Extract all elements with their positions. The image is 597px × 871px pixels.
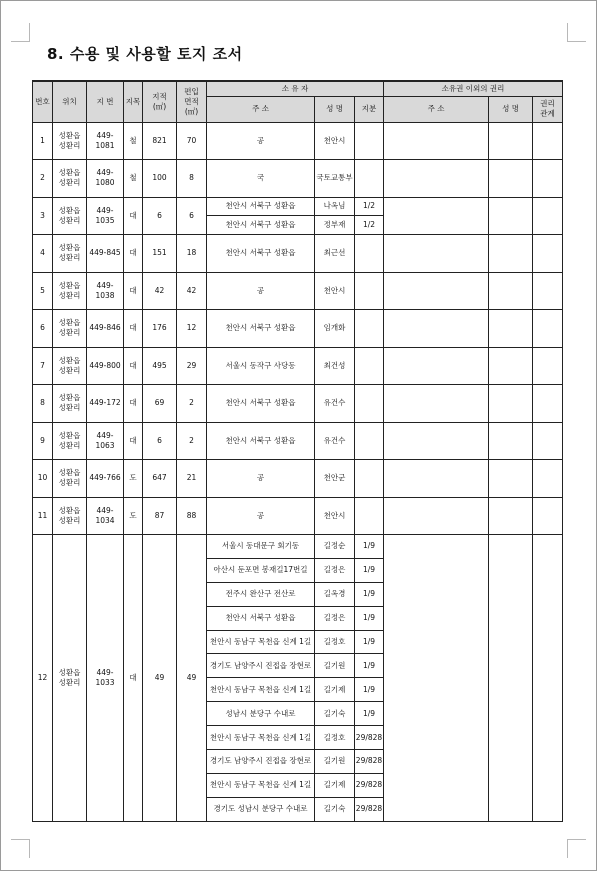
table-row bbox=[33, 422, 563, 460]
cell-rights-relation bbox=[533, 197, 563, 235]
cell-rights-relation bbox=[533, 310, 563, 348]
location-village: 성환리 bbox=[58, 403, 81, 413]
cell-owner-share bbox=[355, 460, 384, 498]
cell-incorporated-area: 2 bbox=[177, 385, 207, 423]
cell-owner-address: 공 bbox=[207, 497, 315, 535]
header-no: 번호 bbox=[33, 81, 53, 122]
cell-no: 8 bbox=[33, 385, 53, 423]
cell-owner-name: 천안시 bbox=[315, 497, 355, 535]
cell-incorporated-area: 88 bbox=[177, 497, 207, 535]
location-village: 성환리 bbox=[58, 478, 81, 488]
table-row bbox=[33, 535, 563, 559]
location-village: 성환리 bbox=[58, 140, 81, 150]
cell-incorporated-area: 29 bbox=[177, 347, 207, 385]
cell-no: 6 bbox=[33, 310, 53, 348]
crop-mark-bottom-left bbox=[11, 839, 30, 858]
header-rights-relation: 권리 관계 bbox=[533, 96, 563, 122]
location-town: 성환읍 bbox=[58, 130, 81, 140]
cell-owner-address: 공 bbox=[207, 122, 315, 160]
table-row bbox=[33, 497, 563, 535]
location-town: 성환읍 bbox=[58, 468, 81, 478]
cell-no: 1 bbox=[33, 122, 53, 160]
cell-area: 6 bbox=[143, 197, 177, 235]
cell-owner-address: 천안시 서북구 성환읍 bbox=[207, 235, 315, 273]
header-category: 지목 bbox=[124, 81, 143, 122]
cell-owner-share: 1/9 bbox=[355, 582, 384, 606]
cell-area: 42 bbox=[143, 272, 177, 310]
cell-lot: 449-1080 bbox=[87, 160, 124, 198]
cell-area: 495 bbox=[143, 347, 177, 385]
table-row bbox=[33, 197, 563, 216]
cell-owner-share bbox=[355, 422, 384, 460]
cell-rights-relation bbox=[533, 422, 563, 460]
cell-owner-share bbox=[355, 272, 384, 310]
cell-category: 대 bbox=[124, 422, 143, 460]
cell-category: 대 bbox=[124, 235, 143, 273]
cell-owner-address: 천안시 서북구 성환읍 bbox=[207, 385, 315, 423]
cell-no: 11 bbox=[33, 497, 53, 535]
cell-rights-address bbox=[384, 272, 489, 310]
cell-rights-name bbox=[489, 272, 533, 310]
cell-area: 821 bbox=[143, 122, 177, 160]
cell-owner-share: 1/9 bbox=[355, 654, 384, 678]
cell-owner-name: 유건수 bbox=[315, 422, 355, 460]
location-village: 성환리 bbox=[58, 290, 81, 300]
cell-owner-address: 서울시 동작구 사당동 bbox=[207, 347, 315, 385]
table-body bbox=[33, 122, 563, 821]
table-row bbox=[33, 272, 563, 310]
header-owner-address: 주 소 bbox=[207, 96, 315, 122]
cell-owner-name: 길기원 bbox=[315, 654, 355, 678]
cell-owner-address: 천안시 동남구 목천읍 신계 1길 bbox=[207, 678, 315, 702]
cell-no: 10 bbox=[33, 460, 53, 498]
cell-owner-share: 1/9 bbox=[355, 606, 384, 630]
cell-owner-name: 천안군 bbox=[315, 460, 355, 498]
cell-lot: 449-845 bbox=[87, 235, 124, 273]
cell-incorporated-area: 2 bbox=[177, 422, 207, 460]
cell-owner-address: 천안시 서북구 성환읍 bbox=[207, 422, 315, 460]
location-village: 성환리 bbox=[58, 253, 81, 263]
location-town: 성환읍 bbox=[58, 280, 81, 290]
cell-owner-address: 천안시 서북구 성환읍 bbox=[207, 216, 315, 235]
location-town: 성환읍 bbox=[58, 430, 81, 440]
location-village: 성환리 bbox=[58, 365, 81, 375]
cell-lot: 449-1081 bbox=[87, 122, 124, 160]
cell-owner-name: 길기원 bbox=[315, 750, 355, 774]
cell-incorporated-area: 70 bbox=[177, 122, 207, 160]
cell-rights-address bbox=[384, 122, 489, 160]
cell-owner-name: 길기숙 bbox=[315, 797, 355, 821]
cell-owner-share bbox=[355, 385, 384, 423]
cell-area: 647 bbox=[143, 460, 177, 498]
cell-category: 대 bbox=[124, 310, 143, 348]
cell-category: 도 bbox=[124, 460, 143, 498]
cell-owner-name: 천안시 bbox=[315, 272, 355, 310]
cell-rights-address bbox=[384, 535, 489, 822]
location-town: 성환읍 bbox=[58, 355, 81, 365]
cell-lot: 449-1038 bbox=[87, 272, 124, 310]
cell-rights-name bbox=[489, 122, 533, 160]
cell-owner-address: 공 bbox=[207, 272, 315, 310]
cell-owner-name: 길정은 bbox=[315, 558, 355, 582]
header-lot: 지 번 bbox=[87, 81, 124, 122]
header-location: 위치 bbox=[53, 81, 87, 122]
location-village: 성환리 bbox=[58, 328, 81, 338]
cell-owner-share: 29/828 bbox=[355, 726, 384, 750]
cell-owner-name: 국토교통부 bbox=[315, 160, 355, 198]
cell-area: 100 bbox=[143, 160, 177, 198]
cell-owner-share: 1/2 bbox=[355, 197, 384, 216]
cell-rights-relation bbox=[533, 460, 563, 498]
cell-incorporated-area: 12 bbox=[177, 310, 207, 348]
cell-owner-share: 29/828 bbox=[355, 750, 384, 774]
cell-rights-name bbox=[489, 347, 533, 385]
cell-owner-address: 공 bbox=[207, 460, 315, 498]
cell-rights-address bbox=[384, 460, 489, 498]
cell-owner-share: 1/9 bbox=[355, 630, 384, 654]
cell-rights-name bbox=[489, 385, 533, 423]
cell-incorporated-area: 18 bbox=[177, 235, 207, 273]
cell-owner-name: 길정은 bbox=[315, 606, 355, 630]
cell-owner-address: 서울시 동대문구 회기동 bbox=[207, 535, 315, 559]
header-incorporated-area: 편입 면적 (㎡) bbox=[177, 81, 207, 122]
cell-rights-relation bbox=[533, 497, 563, 535]
cell-owner-address: 경기도 성남시 분당구 수내로 bbox=[207, 797, 315, 821]
cell-owner-name: 길기제 bbox=[315, 773, 355, 797]
crop-mark-top-right bbox=[567, 23, 586, 42]
location-town: 성환읍 bbox=[58, 393, 81, 403]
cell-lot: 449-766 bbox=[87, 460, 124, 498]
cell-location bbox=[53, 122, 87, 160]
cell-owner-share: 29/828 bbox=[355, 773, 384, 797]
location-town: 성환읍 bbox=[58, 318, 81, 328]
cell-location bbox=[53, 347, 87, 385]
cell-rights-address bbox=[384, 385, 489, 423]
cell-owner-share: 1/9 bbox=[355, 535, 384, 559]
cell-owner-name: 나옥님 bbox=[315, 197, 355, 216]
header-rights-name: 성 명 bbox=[489, 96, 533, 122]
cell-owner-name: 천안시 bbox=[315, 122, 355, 160]
cell-category: 철 bbox=[124, 122, 143, 160]
cell-no: 4 bbox=[33, 235, 53, 273]
cell-rights-relation bbox=[533, 160, 563, 198]
cell-owner-address: 천안시 동남구 목천읍 신계 1길 bbox=[207, 630, 315, 654]
cell-area: 176 bbox=[143, 310, 177, 348]
cell-lot: 449-1033 bbox=[87, 535, 124, 822]
cell-lot: 449-1034 bbox=[87, 497, 124, 535]
cell-owner-share: 1/2 bbox=[355, 216, 384, 235]
cell-category: 대 bbox=[124, 535, 143, 822]
table-row bbox=[33, 235, 563, 273]
cell-location bbox=[53, 460, 87, 498]
location-town: 성환읍 bbox=[58, 243, 81, 253]
cell-rights-name bbox=[489, 422, 533, 460]
cell-category: 철 bbox=[124, 160, 143, 198]
location-village: 성환리 bbox=[58, 178, 81, 188]
cell-incorporated-area: 42 bbox=[177, 272, 207, 310]
cell-rights-address bbox=[384, 347, 489, 385]
header-owner-group: 소 유 자 bbox=[207, 81, 384, 96]
cell-rights-name bbox=[489, 160, 533, 198]
cell-location bbox=[53, 422, 87, 460]
cell-location bbox=[53, 310, 87, 348]
cell-no: 12 bbox=[33, 535, 53, 822]
cell-location bbox=[53, 272, 87, 310]
header-rights-address: 주 소 bbox=[384, 96, 489, 122]
location-village: 성환리 bbox=[58, 677, 81, 687]
location-village: 성환리 bbox=[58, 440, 81, 450]
cell-location bbox=[53, 235, 87, 273]
cell-incorporated-area: 6 bbox=[177, 197, 207, 235]
cell-owner-share: 1/9 bbox=[355, 678, 384, 702]
cell-owner-address: 천안시 동남구 목천읍 신계 1길 bbox=[207, 726, 315, 750]
cell-no: 5 bbox=[33, 272, 53, 310]
page-title: 8. 수용 및 사용할 토지 조서 bbox=[47, 45, 243, 63]
cell-area: 87 bbox=[143, 497, 177, 535]
land-survey-table bbox=[32, 80, 563, 822]
cell-rights-name bbox=[489, 197, 533, 235]
cell-rights-address bbox=[384, 497, 489, 535]
cell-area: 49 bbox=[143, 535, 177, 822]
location-town: 성환읍 bbox=[58, 505, 81, 515]
cell-no: 7 bbox=[33, 347, 53, 385]
cell-area: 69 bbox=[143, 385, 177, 423]
cell-area: 151 bbox=[143, 235, 177, 273]
cell-owner-name: 임개화 bbox=[315, 310, 355, 348]
cell-category: 대 bbox=[124, 272, 143, 310]
header-owner-name: 성 명 bbox=[315, 96, 355, 122]
cell-owner-address: 천안시 동남구 목천읍 신계 1길 bbox=[207, 773, 315, 797]
table-row bbox=[33, 160, 563, 198]
cell-owner-name: 길옥경 bbox=[315, 582, 355, 606]
header-rights-group: 소유권 이외의 권리 bbox=[384, 81, 563, 96]
cell-owner-share bbox=[355, 160, 384, 198]
cell-rights-relation bbox=[533, 385, 563, 423]
cell-owner-share bbox=[355, 347, 384, 385]
cell-lot: 449-1063 bbox=[87, 422, 124, 460]
cell-rights-name bbox=[489, 235, 533, 273]
table-row bbox=[33, 385, 563, 423]
cell-owner-share: 1/9 bbox=[355, 558, 384, 582]
cell-owner-name: 최건성 bbox=[315, 347, 355, 385]
cell-owner-address: 전주시 완산구 전산로 bbox=[207, 582, 315, 606]
cell-lot: 449-1035 bbox=[87, 197, 124, 235]
cell-lot: 449-800 bbox=[87, 347, 124, 385]
crop-mark-bottom-right bbox=[567, 839, 586, 858]
cell-rights-relation bbox=[533, 347, 563, 385]
cell-owner-name: 길정순 bbox=[315, 535, 355, 559]
cell-location bbox=[53, 535, 87, 822]
cell-location bbox=[53, 497, 87, 535]
location-village: 성환리 bbox=[58, 515, 81, 525]
cell-owner-address: 경기도 남양주시 진접읍 장현로 bbox=[207, 654, 315, 678]
cell-rights-address bbox=[384, 422, 489, 460]
cell-owner-share bbox=[355, 235, 384, 273]
table-row bbox=[33, 122, 563, 160]
header-share: 지분 bbox=[355, 96, 384, 122]
cell-no: 3 bbox=[33, 197, 53, 235]
cell-rights-relation bbox=[533, 122, 563, 160]
cell-owner-name: 길기숙 bbox=[315, 702, 355, 726]
cell-category: 대 bbox=[124, 347, 143, 385]
cell-owner-share: 1/9 bbox=[355, 702, 384, 726]
cell-owner-share bbox=[355, 497, 384, 535]
cell-category: 대 bbox=[124, 197, 143, 235]
cell-owner-name: 길정호 bbox=[315, 630, 355, 654]
table-row bbox=[33, 347, 563, 385]
cell-owner-address: 천안시 서북구 성환읍 bbox=[207, 310, 315, 348]
location-town: 성환읍 bbox=[58, 205, 81, 215]
cell-rights-name bbox=[489, 460, 533, 498]
cell-rights-name bbox=[489, 497, 533, 535]
cell-rights-address bbox=[384, 197, 489, 235]
cell-owner-share bbox=[355, 310, 384, 348]
cell-owner-share: 29/828 bbox=[355, 797, 384, 821]
cell-location bbox=[53, 197, 87, 235]
cell-lot: 449-846 bbox=[87, 310, 124, 348]
table-row bbox=[33, 310, 563, 348]
cell-incorporated-area: 21 bbox=[177, 460, 207, 498]
cell-owner-name: 길기제 bbox=[315, 678, 355, 702]
cell-lot: 449-172 bbox=[87, 385, 124, 423]
cell-rights-name bbox=[489, 310, 533, 348]
cell-owner-share bbox=[355, 122, 384, 160]
cell-rights-address bbox=[384, 160, 489, 198]
cell-owner-name: 길정호 bbox=[315, 726, 355, 750]
cell-owner-address: 국 bbox=[207, 160, 315, 198]
cell-rights-relation bbox=[533, 535, 563, 822]
location-town: 성환읍 bbox=[58, 667, 81, 677]
header-area: 지적 (㎡) bbox=[143, 81, 177, 122]
cell-rights-relation bbox=[533, 272, 563, 310]
cell-no: 2 bbox=[33, 160, 53, 198]
table-row bbox=[33, 460, 563, 498]
cell-incorporated-area: 49 bbox=[177, 535, 207, 822]
cell-owner-address: 경기도 남양주시 진접읍 장현로 bbox=[207, 750, 315, 774]
cell-rights-relation bbox=[533, 235, 563, 273]
cell-category: 대 bbox=[124, 385, 143, 423]
cell-owner-name: 유건수 bbox=[315, 385, 355, 423]
cell-incorporated-area: 8 bbox=[177, 160, 207, 198]
cell-category: 도 bbox=[124, 497, 143, 535]
cell-rights-address bbox=[384, 235, 489, 273]
cell-location bbox=[53, 160, 87, 198]
location-town: 성환읍 bbox=[58, 168, 81, 178]
cell-owner-address: 성남시 분당구 수내로 bbox=[207, 702, 315, 726]
cell-area: 6 bbox=[143, 422, 177, 460]
cell-rights-name bbox=[489, 535, 533, 822]
cell-owner-address: 아산시 둔포면 봉재길17번길 bbox=[207, 558, 315, 582]
cell-owner-name: 정부재 bbox=[315, 216, 355, 235]
crop-mark-top-left bbox=[11, 23, 30, 42]
location-village: 성환리 bbox=[58, 215, 81, 225]
cell-owner-address: 천안시 서북구 성환읍 bbox=[207, 197, 315, 216]
cell-owner-name: 최근선 bbox=[315, 235, 355, 273]
cell-no: 9 bbox=[33, 422, 53, 460]
cell-location bbox=[53, 385, 87, 423]
cell-owner-address: 천안시 서북구 성환읍 bbox=[207, 606, 315, 630]
cell-rights-address bbox=[384, 310, 489, 348]
